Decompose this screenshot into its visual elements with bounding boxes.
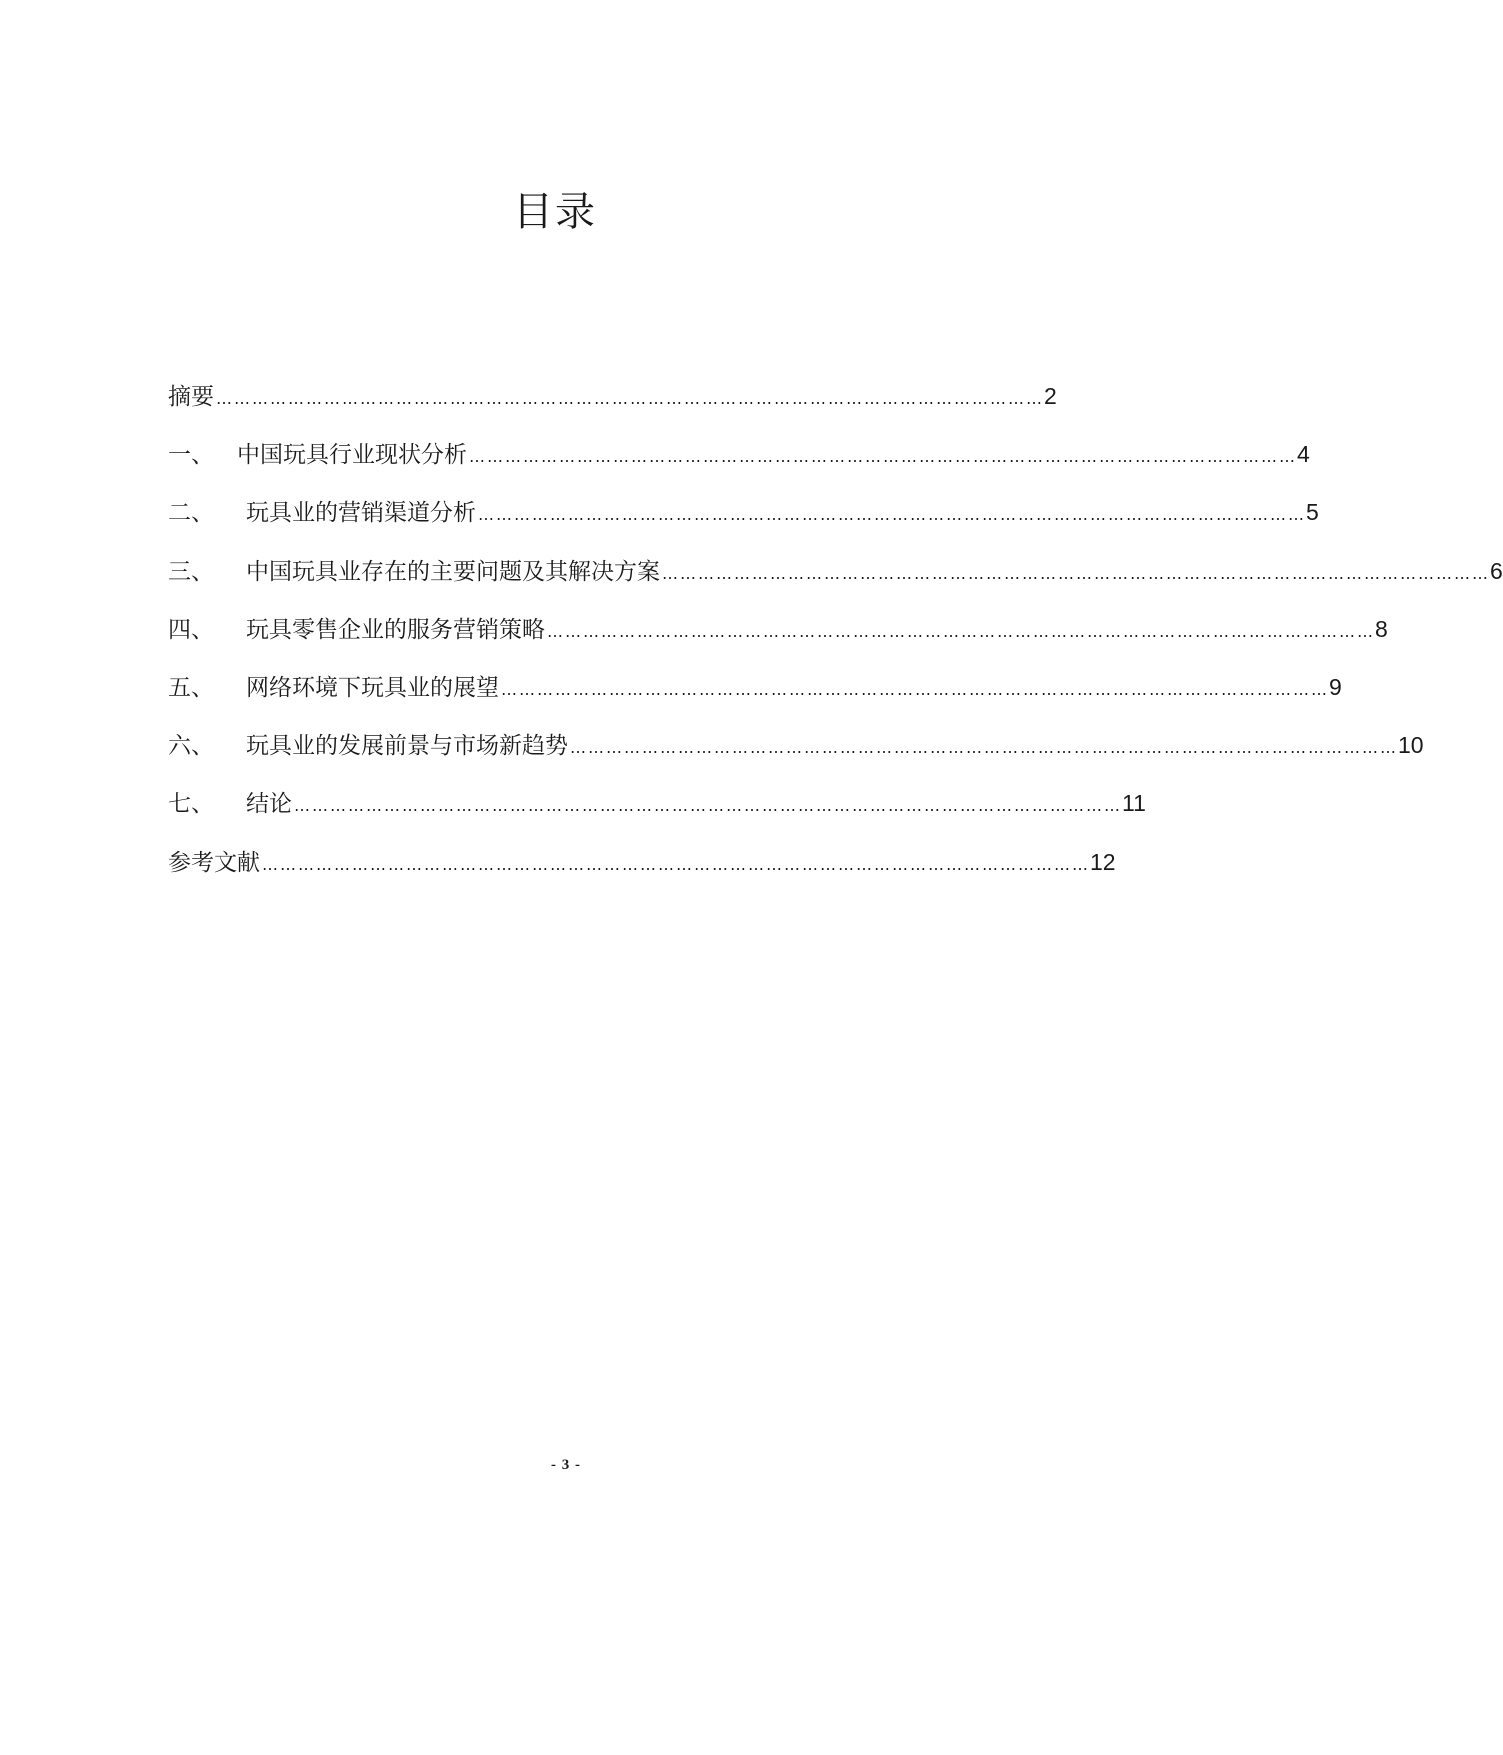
toc-entry-numeral: 四、 xyxy=(168,616,214,643)
toc-entry-section-7[interactable] xyxy=(168,785,1146,843)
toc-leader-dots: ………………………………………………………………………………………………………………………… xyxy=(662,563,1490,583)
toc-entry-numeral: 二、 xyxy=(168,500,214,527)
toc-leader-dots: ………………………………………………………………………………………………………………………… xyxy=(501,679,1329,699)
toc-entry-text: 中国玩具业存在的主要问题及其解决方案 xyxy=(246,558,660,585)
toc-leader-dots: ………………………………………………………………………………………………………………………… xyxy=(478,505,1306,525)
toc-page-number: 12 xyxy=(1090,848,1116,875)
toc-entry-text: 网络环境下玩具业的展望 xyxy=(246,674,499,701)
toc-leader-dots: ………………………………………………………………………………………………………………………… xyxy=(294,796,1122,816)
toc-entry-section-2[interactable] xyxy=(168,494,1319,552)
toc-entry-abstract[interactable] xyxy=(168,378,1057,436)
toc-leader-dots: ………………………………………………………………………………………………………………………… xyxy=(262,854,1090,874)
toc-entry-numeral: 一、 xyxy=(168,442,214,469)
toc-entry-section-6[interactable] xyxy=(168,727,1424,785)
toc-page-number: 2 xyxy=(1044,383,1057,409)
toc-entry-section-1[interactable] xyxy=(168,436,1310,494)
page-title: 目录 xyxy=(513,189,597,235)
toc-page-number: 9 xyxy=(1329,673,1342,700)
toc-entry-section-3[interactable] xyxy=(168,553,1503,611)
toc-entry-text: 中国玩具行业现状分析 xyxy=(237,442,467,469)
toc-leader-dots: ………………………………………………………………………………………………………………………… xyxy=(570,738,1398,758)
toc-leader-dots: ………………………………………………………………………………………………………………………… xyxy=(216,389,1044,408)
toc-page-number: 4 xyxy=(1297,441,1310,468)
toc-entry-numeral: 六、 xyxy=(168,733,214,760)
toc-page-number: 8 xyxy=(1375,615,1388,642)
page-number-footer: - 3 - xyxy=(551,1457,581,1473)
toc-page-number: 11 xyxy=(1122,790,1146,817)
toc-entry-text: 参考文献 xyxy=(168,849,260,876)
toc-entry-text: 玩具业的营销渠道分析 xyxy=(246,500,476,527)
toc-entry-text: 玩具零售企业的服务营销策略 xyxy=(246,616,545,643)
toc-entry-numeral: 七、 xyxy=(168,791,214,818)
toc-entry-numeral: 五、 xyxy=(168,674,214,701)
toc-entry-text: 结论 xyxy=(246,791,292,818)
toc-leader-dots: ………………………………………………………………………………………………………………………… xyxy=(469,447,1297,467)
toc-page-number: 5 xyxy=(1306,499,1319,526)
toc-page-number: 6 xyxy=(1490,557,1503,584)
toc-leader-dots: ………………………………………………………………………………………………………………………… xyxy=(547,621,1375,641)
toc-entry-section-4[interactable] xyxy=(168,611,1388,669)
toc-entry-numeral: 三、 xyxy=(168,558,214,585)
table-of-contents xyxy=(168,378,1503,902)
toc-page-number: 10 xyxy=(1398,732,1424,759)
toc-entry-references[interactable] xyxy=(168,844,1116,902)
toc-entry-text: 玩具业的发展前景与市场新趋势 xyxy=(246,733,568,760)
toc-entry-text: 摘要 xyxy=(168,384,214,410)
toc-entry-section-5[interactable] xyxy=(168,669,1342,727)
